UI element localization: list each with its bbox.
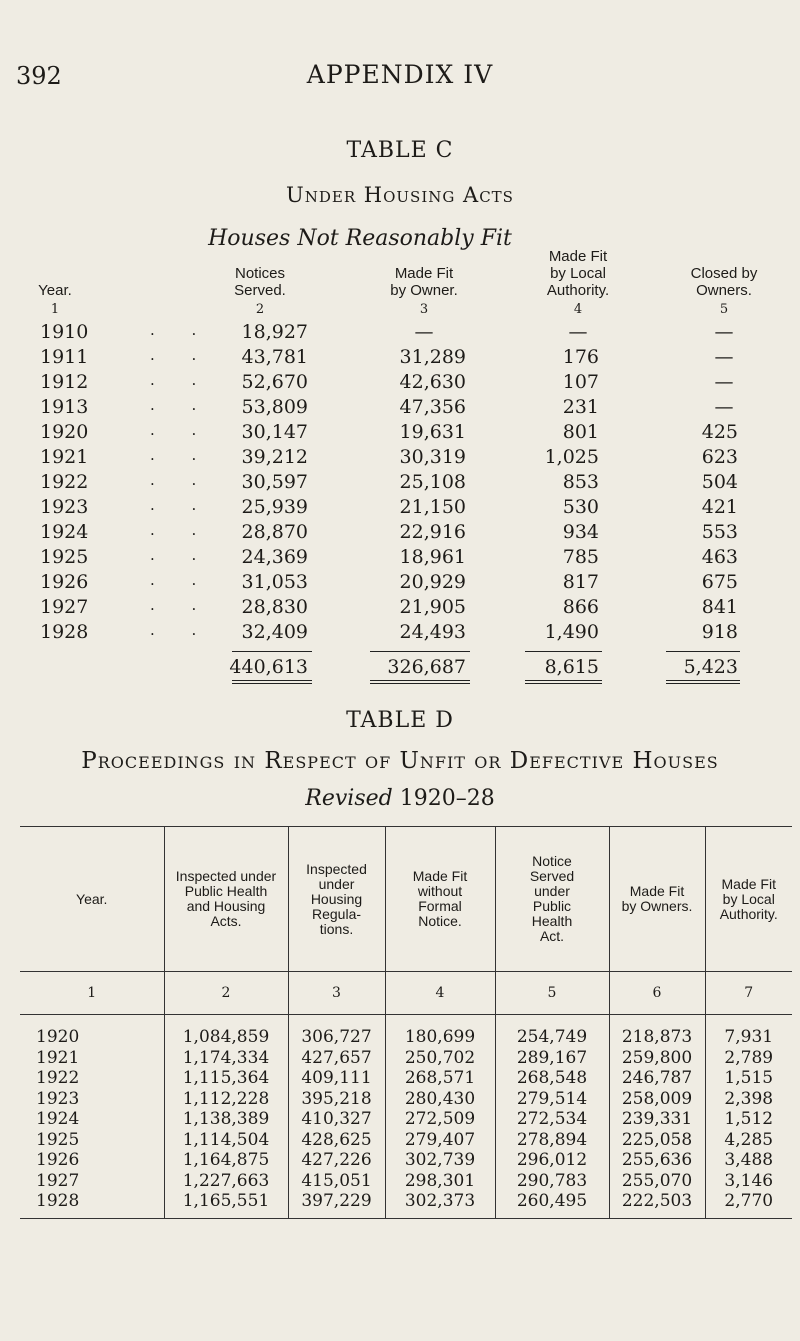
spacer-cell [288,1015,385,1028]
table-cell: 623 [701,446,738,468]
table-cell: 53,809 [241,396,308,418]
spacer-cell [164,1015,288,1028]
header-line: by Owners. [621,898,693,914]
table-cell: 176 [562,346,599,368]
table-c-column-number: 1 [50,302,60,317]
header-line: Notice [532,853,572,869]
table-cell: 841 [701,596,738,618]
table-cell: 24,369 [241,546,308,568]
header-line: tions. [319,920,354,937]
column-number: 7 [705,972,792,1015]
column-number: 6 [609,972,705,1015]
header-line: Year. [76,890,108,907]
table-cell: 1,112,228 [164,1089,288,1110]
table-cell: 296,012 [495,1150,609,1171]
header-line: by Local [722,890,775,907]
total-rule [370,651,470,652]
header-line: Inspected under [175,868,277,884]
table-cell: 250,702 [385,1048,495,1069]
leader-dots: . . [150,571,213,589]
table-cell: 1,164,875 [164,1150,288,1171]
table-cell: 853 [562,471,599,493]
year-cell: 1910 [40,321,89,343]
leader-dots: . . [150,621,213,639]
header-line: Authority. [719,905,778,922]
spacer-cell [20,1015,164,1028]
table-cell: — [568,321,588,343]
table-row [20,1109,792,1130]
table-cell: 24,493 [399,621,466,643]
table-cell: 31,289 [399,346,466,368]
header-line: Served. [234,282,286,299]
table-row [0,596,800,622]
table-row [20,1027,792,1048]
double-rule [525,683,602,684]
table-row [0,571,800,597]
table-cell: 289,167 [495,1048,609,1069]
table-cell: 22,916 [399,521,466,543]
table-row [20,1048,792,1069]
header-line: Public [532,898,572,914]
column-number: 4 [385,972,495,1015]
totals-row [0,656,800,682]
table-cell: 272,534 [495,1109,609,1130]
table-cell: 180,699 [385,1027,495,1048]
header-line: Act. [539,928,565,944]
total-cell: 440,613 [229,656,308,678]
header-line: Formal [418,898,462,914]
page-number: 392 [16,62,62,90]
table-row [20,1150,792,1171]
table-cell: 553 [701,521,738,543]
table-c-column-header [195,265,325,299]
year-cell: 1926 [36,1150,80,1171]
header-line: Regula- [311,905,362,922]
table-cell: 290,783 [495,1171,609,1192]
table-cell: 1,084,859 [164,1027,288,1048]
table-cell: 268,548 [495,1068,609,1089]
year-cell: 1924 [40,521,89,543]
table-cell: 425 [701,421,738,443]
year-cell: 1913 [40,396,89,418]
table-d-column-header [705,827,792,972]
year-cell: 1924 [36,1109,80,1130]
table-c-column-number: 5 [719,302,729,317]
table-cell: 19,631 [399,421,466,443]
table-cell: 1,025 [544,446,599,468]
table-row [0,346,800,372]
table-d-header-row [20,827,792,972]
spacer-cell [705,1015,792,1028]
total-rule [666,651,740,652]
header-line: by Local [550,265,606,282]
table-cell: 1,114,504 [164,1130,288,1151]
table-cell: 272,509 [385,1109,495,1130]
table-cell: 222,503 [609,1191,705,1218]
header-line: under [534,883,570,899]
header-line: Public Health [184,883,268,899]
double-rule [232,683,312,684]
table-cell: 817 [562,571,599,593]
table-row [20,1171,792,1192]
column-number: 1 [20,972,164,1015]
table-cell: 530 [562,496,599,518]
total-rule [525,651,602,652]
year-cell: 1925 [40,546,89,568]
table-row [0,496,800,522]
table-row [0,546,800,572]
double-rule [666,683,740,684]
table-d-caption-word: Revised [305,786,393,811]
leader-dots: . . [150,346,213,364]
table-cell: 21,905 [399,596,466,618]
table-cell: 255,070 [609,1171,705,1192]
table-cell: 306,727 [288,1027,385,1048]
header-line: by Owner. [390,282,458,299]
table-row [0,421,800,447]
year-cell: 1922 [36,1068,80,1089]
table-c-column-header [359,265,489,299]
header-line: Owners. [696,282,752,299]
table-cell: 47,356 [399,396,466,418]
table-cell: 30,319 [399,446,466,468]
table-cell: 1,138,389 [164,1109,288,1130]
table-cell: 1,115,364 [164,1068,288,1089]
table-cell: 410,327 [288,1109,385,1130]
table-row [0,396,800,422]
table-cell: 225,058 [609,1130,705,1151]
year-cell: 1922 [40,471,89,493]
table-row [20,1191,792,1218]
table-cell: 934 [562,521,599,543]
total-cell: 8,615 [544,656,599,678]
leader-dots: . . [150,496,213,514]
total-rule [232,651,312,652]
table-cell: 1,174,334 [164,1048,288,1069]
leader-dots: . . [150,371,213,389]
table-d-column-header [495,827,609,972]
year-cell: 1921 [36,1047,80,1068]
header-line: Served [529,868,575,884]
table-cell: 246,787 [609,1068,705,1089]
header-line: Inspected [306,860,367,877]
table-cell: 30,597 [241,471,308,493]
table-cell: 260,495 [495,1191,609,1218]
table-cell: 20,929 [399,571,466,593]
table-cell: 504 [701,471,738,493]
double-rule [370,683,470,684]
table-row [0,371,800,397]
table-cell: 52,670 [241,371,308,393]
leader-dots: . . [150,421,213,439]
table-cell: 218,873 [609,1027,705,1048]
header-line: Made Fit [412,868,468,884]
table-row [0,621,800,647]
spacer-cell [385,1015,495,1028]
table-cell: 279,407 [385,1130,495,1151]
table-c-column-number: 3 [419,302,429,317]
spacer-cell [609,1015,705,1028]
year-cell: 1921 [40,446,89,468]
table-cell: 801 [562,421,599,443]
table-row [20,1130,792,1151]
year-cell: 1923 [36,1088,80,1109]
table-cell: 239,331 [609,1109,705,1130]
year-cell: 1920 [40,421,89,443]
table-cell: 21,150 [399,496,466,518]
table-c-column-header [659,265,789,299]
table-cell: 918 [701,621,738,643]
leader-dots: . . [150,596,213,614]
column-number: 2 [164,972,288,1015]
table-row [0,446,800,472]
table-cell: 278,894 [495,1130,609,1151]
table-d-subtitle: Proceedings in Respect of Unfit or Defective Houses [81,748,719,774]
year-cell: 1926 [40,571,89,593]
table-cell: 42,630 [399,371,466,393]
header-line: Notices [234,265,286,282]
table-cell: — [714,371,734,393]
table-cell: 25,108 [399,471,466,493]
table-c-caption: Houses Not Reasonably Fit [208,226,512,251]
year-cell: 1925 [36,1129,80,1150]
leader-dots: . . [150,546,213,564]
table-cell: 255,636 [609,1150,705,1171]
table-cell: — [714,396,734,418]
table-cell: 31,053 [241,571,308,593]
header-line: Year. [38,282,72,299]
table-cell: 268,571 [385,1068,495,1089]
table-cell: 1,227,663 [164,1171,288,1192]
year-cell: 1928 [20,1191,164,1218]
table-cell: 421 [701,496,738,518]
table-d [20,826,792,1219]
table-d-caption-years: 1920–28 [399,786,495,811]
leader-dots: . . [150,321,213,339]
table-cell: 1,515 [705,1068,792,1089]
header-line: Authority. [546,282,610,299]
table-c-title: TABLE C [346,138,454,163]
table-cell: 1,490 [544,621,599,643]
table-cell: 259,800 [609,1048,705,1069]
header-line: Housing [310,890,363,907]
header-line: Made Fit [721,875,776,892]
table-row [20,1089,792,1110]
total-cell: 326,687 [387,656,466,678]
table-c-subtitle: Under Housing Acts [286,183,514,207]
table-c-column-number: 4 [573,302,583,317]
table-cell: 279,514 [495,1089,609,1110]
leader-dots: . . [150,521,213,539]
table-cell: 107 [562,371,599,393]
spacer-cell [495,1015,609,1028]
table-cell: 463 [701,546,738,568]
header-line: without [417,883,463,899]
running-head: APPENDIX IV [306,60,494,89]
table-d-column-header [288,827,385,972]
leader-dots: . . [150,446,213,464]
year-cell: 1923 [40,496,89,518]
table-cell: 1,165,551 [164,1191,288,1218]
year-cell: 1928 [40,621,89,643]
table-cell: 302,373 [385,1191,495,1218]
table-cell: 254,749 [495,1027,609,1048]
table-cell: 258,009 [609,1089,705,1110]
table-d-column-header [20,827,164,972]
year-cell: 1927 [36,1170,80,1191]
table-cell: 7,931 [705,1027,792,1048]
table-cell: 4,285 [705,1130,792,1151]
table-cell: 428,625 [288,1130,385,1151]
table-cell: 415,051 [288,1171,385,1192]
table-cell: 427,226 [288,1150,385,1171]
table-cell: 675 [701,571,738,593]
table-cell: — [714,321,734,343]
total-cell: 5,423 [683,656,738,678]
table-cell: 397,229 [288,1191,385,1218]
table-row [20,1068,792,1089]
year-cell: 1920 [36,1027,80,1048]
table-cell: — [714,346,734,368]
table-cell: 43,781 [241,346,308,368]
table-c-column-header [10,282,100,299]
table-cell: 231 [562,396,599,418]
table-row [0,471,800,497]
table-cell: 302,739 [385,1150,495,1171]
table-cell: 28,830 [241,596,308,618]
table-cell: 1,512 [705,1109,792,1130]
table-cell: 298,301 [385,1171,495,1192]
table-row [0,321,800,347]
table-d-column-header [609,827,705,972]
table-d-column-header [385,827,495,972]
header-line: Made Fit [629,883,685,899]
header-line: under [318,875,355,892]
table-cell: 785 [562,546,599,568]
table-cell: 409,111 [288,1068,385,1089]
table-cell: 28,870 [241,521,308,543]
table-d-caption [0,786,800,811]
header-line: Made Fit [548,248,608,265]
table-cell: 2,789 [705,1048,792,1069]
table-cell: 866 [562,596,599,618]
column-number-row [20,972,792,1015]
table-cell: 18,961 [399,546,466,568]
table-cell: 3,488 [705,1150,792,1171]
table-cell: 427,657 [288,1048,385,1069]
table-cell: — [414,321,434,343]
spacer-row [20,1015,792,1028]
leader-dots: . . [150,471,213,489]
header-line: Notice. [418,913,462,929]
header-line: Health [531,913,573,929]
table-cell: 2,770 [705,1191,792,1218]
leader-dots: . . [150,396,213,414]
table-cell: 18,927 [241,321,308,343]
table-cell: 3,146 [705,1171,792,1192]
column-number: 3 [288,972,385,1015]
header-line: Closed by [690,265,758,282]
table-d-title: TABLE D [346,708,454,733]
table-c-column-number: 2 [255,302,265,317]
table-cell: 32,409 [241,621,308,643]
table-cell: 30,147 [241,421,308,443]
year-cell: 1911 [40,346,89,368]
table-cell: 2,398 [705,1089,792,1110]
table-cell: 280,430 [385,1089,495,1110]
year-cell: 1927 [40,596,89,618]
table-cell: 39,212 [241,446,308,468]
table-row [0,521,800,547]
table-d-body [20,972,792,1219]
column-number: 5 [495,972,609,1015]
header-line: Acts. [210,913,242,929]
table-cell: 395,218 [288,1089,385,1110]
table-c-column-header [513,248,643,299]
header-line: Made Fit [394,265,454,282]
header-line: and Housing [186,898,266,914]
table-cell: 25,939 [241,496,308,518]
table-d-column-header [164,827,288,972]
year-cell: 1912 [40,371,89,393]
